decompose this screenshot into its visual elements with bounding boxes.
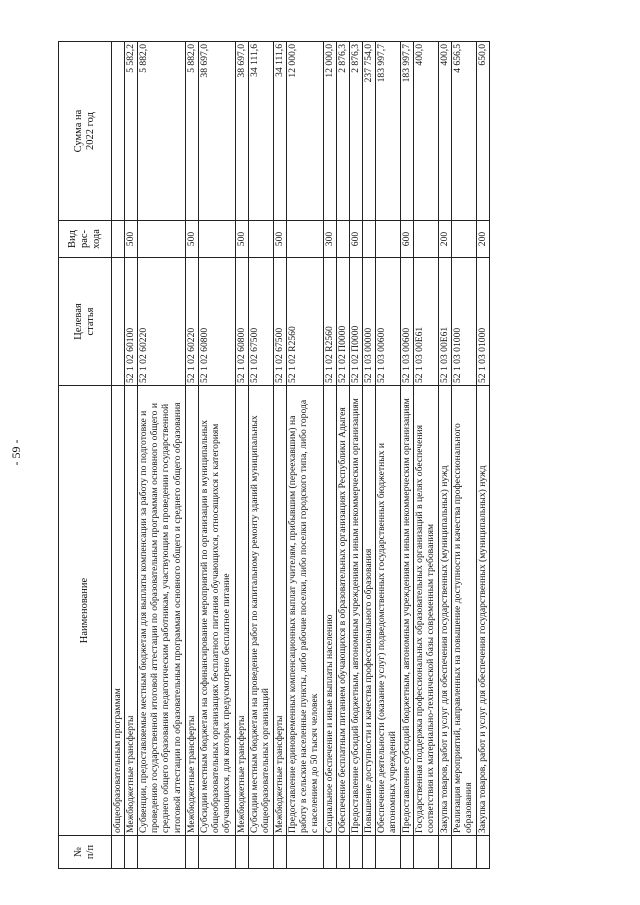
cell-name: общеобразовательным программам: [112, 386, 124, 836]
cell-sum: 5 582,2: [125, 41, 137, 221]
cell-num: [186, 836, 198, 869]
cell-target-article: 52 1 03 00600: [401, 258, 413, 386]
table-row: [363, 41, 376, 869]
cell-expense-type: [337, 221, 349, 258]
cell-target-article: 52 1 03 01000: [477, 258, 489, 386]
table-row: [401, 41, 414, 869]
cell-sum: 38 697,0: [236, 41, 248, 221]
cell-expense-type: 500: [125, 221, 137, 258]
cell-name: Государственная поддержка профессиональных образовательных организаций в целях обеспечения соответствия их материально-технической базы современным требованиям: [414, 386, 438, 836]
cell-expense-type: [363, 221, 375, 258]
cell-num: [112, 836, 124, 869]
cell-expense-type: [112, 221, 124, 258]
cell-name: Субвенции, предоставляемые местным бюджетам для выплаты компенсации за работу по подготовке и проведению государственной итоговой аттестации по образовательным программам основного общего и среднего общего образования педагогическим работникам, участвующим в проведении государственной итоговой аттестации по образовательным программам основного общего и среднего общего образования: [138, 386, 185, 836]
page-number: - 59 -: [9, 439, 23, 466]
cell-name: Повышение доступности и качества профессионального образования: [363, 386, 375, 836]
cell-num: [477, 836, 489, 869]
cell-num: [199, 836, 235, 869]
cell-num: [452, 836, 476, 869]
cell-expense-type: [138, 221, 185, 258]
cell-expense-type: [199, 221, 235, 258]
cell-sum: 5 882,0: [138, 41, 185, 221]
budget-table: [58, 41, 490, 869]
cell-name: Обеспечение бесплатным питанием обучающихся в образовательных организациях Республики Адыгея: [337, 386, 349, 836]
cell-expense-type: 600: [401, 221, 413, 258]
cell-target-article: 52 1 02 60100: [125, 258, 137, 386]
cell-name: Субсидии местным бюджетам на проведение работ по капитальному ремонту зданий муниципальных общеобразовательных организаций: [249, 386, 273, 836]
table-row: [414, 41, 439, 869]
cell-expense-type: 300: [324, 221, 336, 258]
cell-num: [376, 836, 400, 869]
cell-expense-type: 600: [350, 221, 362, 258]
cell-name: Межбюджетные трансферты: [236, 386, 248, 836]
cell-target-article: 52 1 02 R2560: [324, 258, 336, 386]
table-row: [274, 41, 287, 869]
table-row: [199, 41, 236, 869]
cell-num: [363, 836, 375, 869]
cell-num: [287, 836, 323, 869]
cell-target-article: 52 1 02 67500: [249, 258, 273, 386]
table-row: [249, 41, 274, 869]
cell-num: [249, 836, 273, 869]
table-row: [186, 41, 199, 869]
cell-expense-type: 500: [186, 221, 198, 258]
cell-target-article: 52 1 02 60220: [186, 258, 198, 386]
cell-target-article: 52 1 03 00Е61: [439, 258, 451, 386]
table-row: [350, 41, 363, 869]
cell-target-article: 52 1 02 П0000: [337, 258, 349, 386]
cell-sum: 4 656,5: [452, 41, 476, 221]
table-row: [452, 41, 477, 869]
cell-expense-type: [452, 221, 476, 258]
cell-name: Предоставление единовременных компенсационных выплат учителям, прибывшим (переехавшим) на работу в сельские населенные пункты, либо рабочие поселки, либо поселки городского типа, либо города с населением до 50 тысяч человек: [287, 386, 323, 836]
cell-name: Реализация мероприятий, направленных на повышение доступности и качества профессионального образования: [452, 386, 476, 836]
cell-name: Предоставление субсидий бюджетным, автономным учреждениям и иным некоммерческим организациям: [350, 386, 362, 836]
header-num: № п/п: [59, 836, 111, 869]
cell-num: [138, 836, 185, 869]
table-header-row: [58, 41, 112, 869]
cell-name: Предоставление субсидий бюджетным, автономным учреждениям и иным некоммерческим организациям: [401, 386, 413, 836]
cell-sum: 650,0: [477, 41, 489, 221]
cell-num: [125, 836, 137, 869]
cell-sum: [112, 41, 124, 221]
table-body: [112, 41, 490, 869]
cell-sum: 183 997,7: [376, 41, 400, 221]
cell-target-article: 52 1 02 П0000: [350, 258, 362, 386]
cell-sum: 183 997,7: [401, 41, 413, 221]
header-name: Наименование: [59, 386, 111, 836]
cell-num: [439, 836, 451, 869]
table-row: [324, 41, 337, 869]
table-row: [236, 41, 249, 869]
table-row: [439, 41, 452, 869]
cell-num: [350, 836, 362, 869]
cell-expense-type: [249, 221, 273, 258]
cell-target-article: 52 1 02 60800: [199, 258, 235, 386]
cell-expense-type: [414, 221, 438, 258]
cell-name: Субсидии местным бюджетам на софинансирование мероприятий по организации в муниципальных общеобразовательных организациях бесплатного питания обучающихся, относящихся к категориям обучающихся, для которых предусмотрено бесплатное питание: [199, 386, 235, 836]
header-sum-2022: Сумма на 2022 год: [59, 41, 111, 221]
cell-num: [414, 836, 438, 869]
cell-target-article: 52 1 03 00Е61: [414, 258, 438, 386]
table-row: [376, 41, 401, 869]
cell-name: Межбюджетные трансферты: [186, 386, 198, 836]
table-row: [112, 41, 125, 869]
cell-num: [274, 836, 286, 869]
cell-target-article: 52 1 03 00600: [376, 258, 400, 386]
cell-name: Закупка товаров, работ и услуг для обеспечения государственных (муниципальных) нужд: [477, 386, 489, 836]
cell-expense-type: [376, 221, 400, 258]
cell-target-article: [112, 258, 124, 386]
cell-expense-type: 500: [274, 221, 286, 258]
cell-name: Закупка товаров, работ и услуг для обеспечения государственных (муниципальных) нужд: [439, 386, 451, 836]
cell-sum: 2 876,3: [337, 41, 349, 221]
cell-sum: 400,0: [414, 41, 438, 221]
cell-name: Межбюджетные трансферты: [125, 386, 137, 836]
cell-num: [236, 836, 248, 869]
cell-name: Межбюджетные трансферты: [274, 386, 286, 836]
cell-num: [324, 836, 336, 869]
cell-name: Социальное обеспечение и иные выплаты населению: [324, 386, 336, 836]
table-row: [125, 41, 138, 869]
table-row: [287, 41, 324, 869]
cell-target-article: 52 1 02 60800: [236, 258, 248, 386]
cell-expense-type: 200: [477, 221, 489, 258]
cell-target-article: 52 1 02 67500: [274, 258, 286, 386]
cell-sum: 5 882,0: [186, 41, 198, 221]
header-expense-type: Вид рас- хода: [59, 221, 111, 258]
cell-expense-type: [287, 221, 323, 258]
cell-sum: 38 697,0: [199, 41, 235, 221]
cell-num: [401, 836, 413, 869]
cell-target-article: 52 1 02 R2560: [287, 258, 323, 386]
cell-sum: 400,0: [439, 41, 451, 221]
cell-name: Обеспечение деятельности (оказание услуг) подведомственных государственных бюджетных и автономных учреждений: [376, 386, 400, 836]
cell-sum: 34 111,6: [249, 41, 273, 221]
cell-sum: 237 754,0: [363, 41, 375, 221]
cell-num: [337, 836, 349, 869]
cell-expense-type: 500: [236, 221, 248, 258]
cell-sum: 34 111,6: [274, 41, 286, 221]
cell-sum: 12 000,0: [287, 41, 323, 221]
cell-target-article: 52 1 03 00000: [363, 258, 375, 386]
cell-target-article: 52 1 02 60220: [138, 258, 185, 386]
cell-target-article: 52 1 03 01000: [452, 258, 476, 386]
cell-sum: 2 876,3: [350, 41, 362, 221]
header-target-article: Целевая статья: [59, 258, 111, 386]
table-row: [337, 41, 350, 869]
table-row: [477, 41, 490, 869]
table-row: [138, 41, 186, 869]
cell-expense-type: 200: [439, 221, 451, 258]
cell-sum: 12 000,0: [324, 41, 336, 221]
